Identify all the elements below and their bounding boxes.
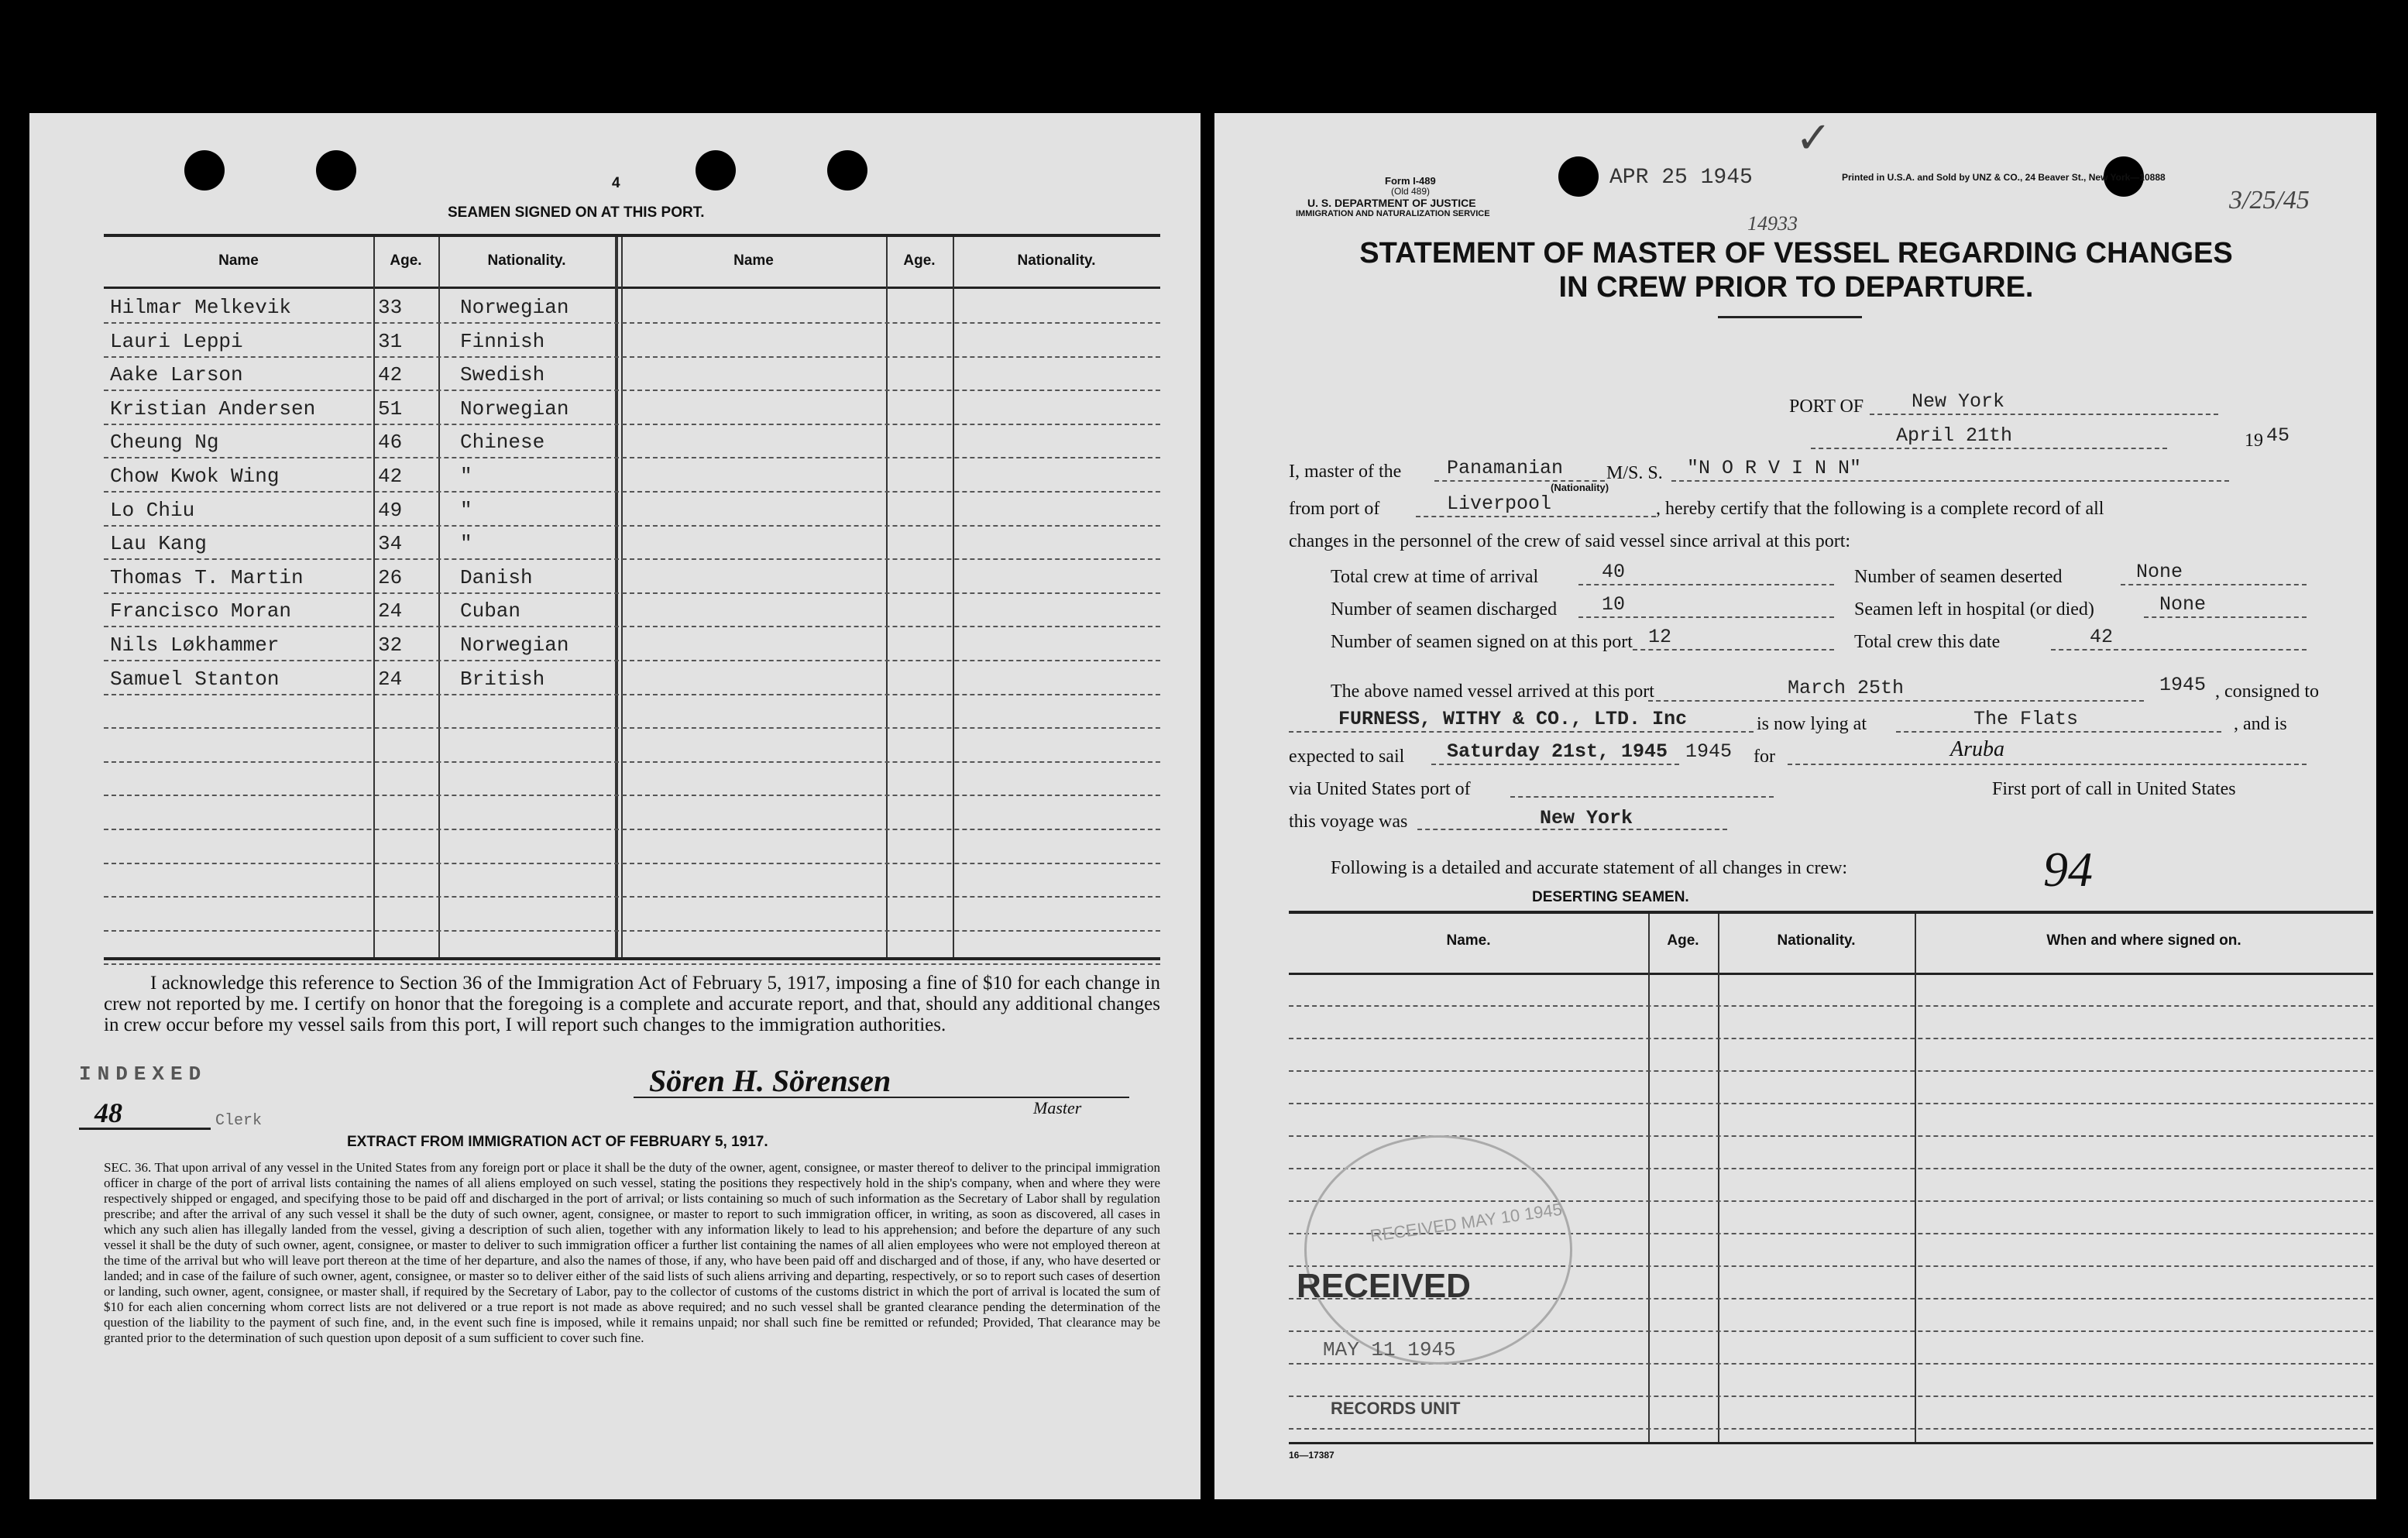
- clerk-line: [79, 1128, 211, 1130]
- punch-hole: [184, 150, 225, 191]
- for-label: for: [1754, 747, 1775, 767]
- footer-code: 16—17387: [1289, 1450, 1335, 1461]
- seaman-nationality: Norwegian: [460, 296, 569, 319]
- vessel-prefix: M/S. S.: [1606, 463, 1663, 483]
- row-line: [104, 457, 1160, 458]
- seaman-age: 51: [378, 397, 403, 421]
- column-divider: [615, 237, 618, 957]
- signed-on-label: Number of seamen signed on at this port: [1331, 632, 1633, 652]
- form-number: Form I-489: [1385, 175, 1436, 187]
- voyage-value: New York: [1540, 807, 1633, 829]
- expected-label: expected to sail: [1289, 747, 1405, 767]
- row-line: [1289, 1428, 2373, 1430]
- date-stamp: APR 25 1945: [1609, 166, 1753, 190]
- deserting-top-rule: [1289, 911, 2373, 914]
- row-line: [104, 322, 1160, 324]
- total-crew-date: 42: [2090, 626, 2114, 648]
- seaman-name: Chow Kwok Wing: [110, 465, 280, 488]
- arrived-label: The above named vessel arrived at this port: [1331, 681, 1654, 702]
- page-number: 4: [612, 175, 620, 191]
- count-line: [2121, 584, 2307, 585]
- port-label: PORT OF: [1789, 397, 1864, 417]
- row-line: [104, 592, 1160, 594]
- voyage-label: this voyage was: [1289, 812, 1408, 832]
- old-form-number: (Old 489): [1391, 186, 1431, 197]
- received-circle-stamp: [1304, 1135, 1572, 1365]
- extract-text: SEC. 36. That upon arrival of any vessel in the United States from any foreign port or place it shall be the duty of the owner, agent, consignee, or master thereof to deliver to the principal immigration officer in charge of the port of arrival lists containing the names of all aliens employed on such vessel, stating the positions they respectively hold in the ship's company, when and where they were respectively shipped or engaged, and specifying those to be paid off and discharged in the port of arrival; or lists containing so much of such information as the Secretary of Labor shall by regulation prescribe; and after the arrival of any such vessel it shall be the duty of such owner, agent, consignee, or master to report to such immigration officer, in writing, as soon as discovered, all cases in which any such alien has illegally landed from the vessel, giving a description of such alien, together with any information likely to lead to his apprehension; and before the departure of any such vessel it shall be the duty of such owner, agent, consignee, or master to deliver to such immigration officer a further list containing the names of all alien employees who were not employed thereon at the time of the arrival but who will leave port thereon at the time of her departure, and also the names of those, if any, who have been paid off and discharged and of those, if any, who have deserted or landed; and in case of the failure of such owner, agent, consignee, or master so to deliver either of the said lists of such aliens arriving and departing, respectively, or so to report such cases of desertion or landing, such owner, agent, consignee, or master shall, if required by the Secretary of Labor, pay to the collector of customs of the customs district in which the port of arrival is located the sum of $10 for each alien concerning whom correct lists are not delivered or a true report is not made as above required; and no such vessel shall be granted clearance pending the determination of the question of the liability to the payment of such fine, and, in the event such fine is imposed, while it remains unpaid; nor shall such fine be remitted or refunded; Provided, That clearance may be granted prior to the determination of such question upon deposit of a sum sufficient to cover such fine.: [104, 1160, 1160, 1345]
- big-number: 94: [2043, 842, 2093, 897]
- via-label: via United States port of: [1289, 779, 1471, 799]
- row-line: [1289, 1396, 2373, 1397]
- total-crew-date-label: Total crew this date: [1854, 632, 2001, 652]
- punch-hole: [316, 150, 356, 191]
- row-line: [104, 491, 1160, 493]
- file-number: 14933: [1747, 212, 1798, 235]
- deserting-header-nationality: Nationality.: [1777, 932, 1856, 949]
- row-line: [104, 761, 1160, 763]
- table-header-rule: [104, 287, 1160, 289]
- row-line: [104, 829, 1160, 830]
- header-name: Name: [218, 252, 259, 269]
- arrived-line: [1648, 700, 2144, 702]
- deserting-bottom-rule: [1289, 1442, 2373, 1444]
- seaman-name: Aake Larson: [110, 363, 243, 386]
- seaman-name: Lauri Leppi: [110, 330, 243, 353]
- consignee: FURNESS, WITHY & CO., LTD. Inc: [1338, 708, 1688, 730]
- nationality-value: Panamanian: [1447, 457, 1564, 479]
- received-stamp: RECEIVED: [1297, 1267, 1471, 1305]
- seaman-name: Cheung Ng: [110, 431, 219, 454]
- seaman-nationality: British: [460, 668, 545, 691]
- seaman-name: Thomas T. Martin: [110, 566, 304, 589]
- expected-line: [1431, 764, 1679, 765]
- discharged-label: Number of seamen discharged: [1331, 599, 1558, 620]
- from-port-value: Liverpool: [1447, 493, 1552, 515]
- hospital: None: [2159, 593, 2207, 616]
- first-port-label: First port of call in United States: [1992, 779, 2236, 799]
- arrived-year: 1945: [2159, 674, 2207, 696]
- seaman-name: Lau Kang: [110, 532, 207, 555]
- right-page: [1214, 113, 2376, 1499]
- service-name: IMMIGRATION AND NATURALIZATION SERVICE: [1296, 209, 1490, 218]
- header-age: Age.: [390, 252, 422, 269]
- seaman-age: 42: [378, 363, 403, 386]
- lying-line: [1896, 731, 2221, 733]
- discharged: 10: [1602, 593, 1626, 616]
- port-value: New York: [1912, 390, 2005, 413]
- column-divider: [621, 237, 623, 957]
- punch-hole: [1558, 156, 1599, 197]
- expected-year: 1945: [1685, 740, 1733, 763]
- header-nationality-2: Nationality.: [1017, 252, 1096, 269]
- date-line: [1811, 448, 2167, 449]
- table-top-rule: [104, 234, 1160, 237]
- row-line: [104, 896, 1160, 898]
- row-line: [1289, 1103, 2373, 1104]
- seaman-age: 32: [378, 633, 403, 657]
- seaman-age: 49: [378, 499, 403, 522]
- row-line: [1289, 1038, 2373, 1039]
- row-line: [104, 963, 1160, 965]
- row-line: [104, 795, 1160, 796]
- deserting-header-when-where: When and where signed on.: [2046, 932, 2241, 949]
- column-divider: [373, 237, 375, 957]
- from-port-label: from port of: [1289, 499, 1380, 519]
- column-divider: [886, 237, 888, 957]
- form-title-line2: IN CREW PRIOR TO DEPARTURE.: [1558, 271, 2034, 304]
- row-line: [104, 558, 1160, 560]
- seaman-name: Hilmar Melkevik: [110, 296, 292, 319]
- expected-value: Saturday 21st, 1945: [1447, 740, 1668, 763]
- seaman-age: 46: [378, 431, 403, 454]
- column-divider: [953, 237, 954, 957]
- seaman-name: Samuel Stanton: [110, 668, 280, 691]
- punch-hole: [827, 150, 867, 191]
- row-line: [104, 660, 1160, 661]
- row-line: [104, 694, 1160, 695]
- year-prefix: 19: [2245, 431, 2263, 451]
- row-line: [104, 863, 1160, 864]
- from-port-line: [1416, 516, 1656, 517]
- header-name-2: Name: [733, 252, 774, 269]
- deserted: None: [2136, 561, 2183, 583]
- seaman-nationality: ": [460, 465, 472, 488]
- form-title-line1: STATEMENT OF MASTER OF VESSEL REGARDING CHANGES: [1359, 237, 2233, 269]
- consignee-line: [1289, 731, 1754, 733]
- destination: Aruba: [1950, 737, 2004, 761]
- column-divider: [438, 237, 440, 957]
- title-rule: [1718, 316, 1862, 318]
- row-line: [1289, 1070, 2373, 1072]
- row-line: [104, 930, 1160, 932]
- seaman-name: Nils Løkhammer: [110, 633, 280, 657]
- clerk-label: Clerk: [215, 1112, 263, 1130]
- master-label: Master: [1033, 1098, 1082, 1117]
- seaman-nationality: Cuban: [460, 599, 521, 623]
- seaman-name: Lo Chiu: [110, 499, 195, 522]
- seaman-nationality: Swedish: [460, 363, 545, 386]
- row-line: [104, 390, 1160, 391]
- deserting-header-age: Age.: [1667, 932, 1699, 949]
- header-nationality: Nationality.: [487, 252, 566, 269]
- seaman-nationality: Norwegian: [460, 633, 569, 657]
- seaman-nationality: ": [460, 532, 472, 555]
- table-bottom-rule: [104, 957, 1160, 960]
- indexed-stamp: INDEXED: [79, 1063, 208, 1086]
- vessel-name: "N O R V I N N": [1687, 457, 1862, 479]
- signed-on: 12: [1648, 626, 1672, 648]
- count-line: [1633, 649, 1834, 651]
- deserting-header-rule: [1289, 973, 2373, 975]
- via-line: [1510, 796, 1774, 798]
- acknowledgement-text: I acknowledge this reference to Section 36 of the Immigration Act of February 5, 1917, imposing a fine of $10 for each change in crew not reported by me. I certify on honor that the foregoing is a complete and accurate report, and that, should any additional changes in crew occur before my vessel sails from this port, I will report such changes to the immigration authorities.: [104, 973, 1160, 1035]
- row-line: [104, 424, 1160, 425]
- arrived-value: March 25th: [1788, 677, 1905, 699]
- row-line: [104, 356, 1160, 358]
- lying-label: is now lying at: [1757, 714, 1867, 734]
- destination-line: [1788, 764, 2307, 765]
- row-line: [1289, 1005, 2373, 1007]
- seaman-age: 42: [378, 465, 403, 488]
- circle-stamp-text: RECEIVED MAY 10 1945: [1369, 1199, 1564, 1246]
- port-line: [1870, 414, 2218, 415]
- following-label: Following is a detailed and accurate statement of all changes in crew:: [1331, 858, 1848, 878]
- seaman-nationality: Chinese: [460, 431, 545, 454]
- seaman-age: 34: [378, 532, 403, 555]
- records-unit: RECORDS UNIT: [1331, 1399, 1461, 1418]
- year-value: 45: [2266, 424, 2290, 447]
- hospital-label: Seamen left in hospital (or died): [1854, 599, 2094, 620]
- seaman-name: Francisco Moran: [110, 599, 292, 623]
- row-line: [104, 626, 1160, 627]
- handwritten-date: 3/25/45: [2229, 186, 2310, 215]
- seaman-nationality: Danish: [460, 566, 533, 589]
- total-crew-arrival: 40: [1602, 561, 1626, 583]
- master-of-label: I, master of the: [1289, 462, 1402, 482]
- department: U. S. DEPARTMENT OF JUSTICE: [1307, 197, 1476, 209]
- voyage-line: [1417, 829, 1727, 830]
- deserting-header-name: Name.: [1446, 932, 1491, 949]
- lying-value: The Flats: [1973, 708, 2079, 730]
- master-signature: Sören H. Sörensen: [649, 1063, 891, 1098]
- seaman-age: 24: [378, 599, 403, 623]
- seaman-nationality: Norwegian: [460, 397, 569, 421]
- header-age-2: Age.: [903, 252, 936, 269]
- printer-note: Printed in U.S.A. and Sold by UNZ & CO., 24 Beaver St., New York—10888: [1842, 172, 2166, 183]
- date-value: April 21th: [1896, 424, 2013, 447]
- punch-hole: [696, 150, 736, 191]
- clerk-initial: 48: [94, 1097, 122, 1128]
- seaman-age: 24: [378, 668, 403, 691]
- row-line: [104, 525, 1160, 527]
- received-date: MAY 11 1945: [1323, 1338, 1456, 1361]
- deserting-title: DESERTING SEAMEN.: [1532, 889, 1689, 905]
- deserted-label: Number of seamen deserted: [1854, 567, 2063, 587]
- count-line: [2051, 649, 2307, 651]
- seaman-age: 26: [378, 566, 403, 589]
- section-title: SEAMEN SIGNED ON AT THIS PORT.: [448, 204, 705, 221]
- count-line: [1578, 584, 1834, 585]
- consigned-label: , consigned to: [2215, 681, 2319, 702]
- certify-text: , hereby certify that the following is a complete record of all: [1656, 499, 2104, 519]
- count-line: [1578, 616, 1834, 618]
- extract-title: EXTRACT FROM IMMIGRATION ACT OF FEBRUARY 5, 1917.: [347, 1134, 768, 1150]
- and-is-label: , and is: [2234, 714, 2287, 734]
- seaman-nationality: ": [460, 499, 472, 522]
- left-page: [29, 113, 1201, 1499]
- seaman-name: Kristian Andersen: [110, 397, 316, 421]
- certify-text-2: changes in the personnel of the crew of said vessel since arrival at this port:: [1289, 531, 1851, 551]
- vessel-line: [1671, 480, 2229, 482]
- seaman-age: 33: [378, 296, 403, 319]
- row-line: [104, 727, 1160, 729]
- total-crew-arrival-label: Total crew at time of arrival: [1331, 567, 1539, 587]
- nationality-caption: (Nationality): [1551, 482, 1609, 493]
- count-line: [2144, 616, 2307, 618]
- seaman-age: 31: [378, 330, 403, 353]
- seaman-nationality: Finnish: [460, 330, 545, 353]
- check-mark: ✓: [1795, 115, 1832, 163]
